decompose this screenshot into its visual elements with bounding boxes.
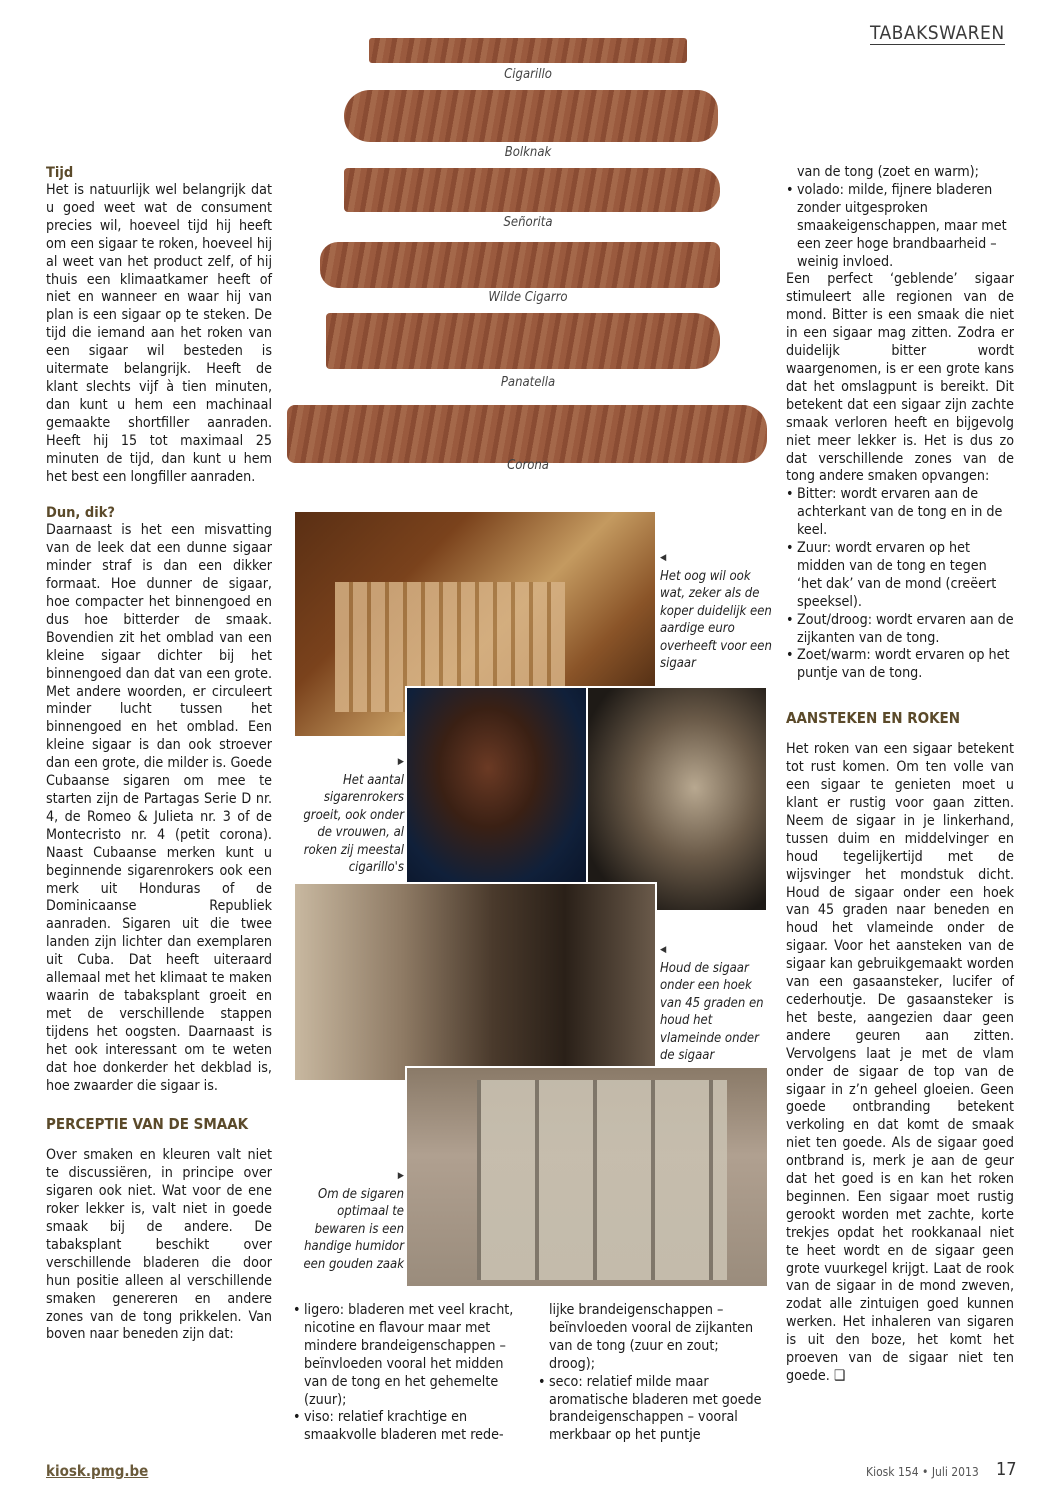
caption-4-text: Om de sigaren optimaal te bewaren is een handige humidor een gouden zaak <box>303 1186 404 1272</box>
list-item-ligero: • ligero: bladeren met veel kracht, nicotine en flavour maar met mindere brandeigenschappen – beïnvloeden vooral het midden van de tong en het gehemelte (zuur); <box>293 1302 523 1409</box>
bottom-column-2 <box>538 1302 763 1445</box>
heading-tijd: Tijd <box>46 165 74 181</box>
right-column <box>786 164 1014 1386</box>
cigar-label: Cigarillo <box>504 67 552 82</box>
cigar-wilde <box>320 242 720 288</box>
list-item-seco: • seco: relatief milde maar aromatische bladeren met goede brandeigenschappen – vooral merkbaar op het puntje <box>538 1374 763 1446</box>
caption-3-text: Houd de sigaar onder een hoek van 45 graden en houd het vlameinde onder de sigaar <box>660 960 764 1063</box>
paragraph-tijd: Het is natuurlijk wel belangrijk dat u goed weet wat de consument precies wil, hoeveel tijd hij heeft om een sigaar te roken, hoeveel hij al weet van het product zelf, of hij thuis een klimaatkamer heeft of niet en wanneer en waar hij van plan is een sigaar op te steken. De tijd die iemand aan het roken van een sigaar wil besteden is uitermate belangrijk. Heeft de klant slechts vijf à tien minuten, dan kunt u hem een machinaal gemaakte shortfiller aanraden. Heeft hij 15 tot maximaal 25 minuten de tijd, dan kunt u hem het best een longfiller aanraden. <box>46 182 272 485</box>
cigar-cigarillo <box>369 38 687 63</box>
photo-humidor <box>405 1066 769 1288</box>
list-item-zoet: • Zoet/warm: wordt ervaren op het puntje van de tong. <box>786 647 1014 683</box>
caption-2 <box>300 752 404 877</box>
caption-1-text: Het oog wil ook wat, zeker als de koper duidelijk een aardige euro overheeft voor een sigaar <box>660 568 772 671</box>
cigar-label: Panatella <box>500 375 556 390</box>
list-continuation: lijke brandeigenschappen – beïnvloeden vooral de zijkanten van de tong (zuur en zout; droog); <box>549 1302 754 1372</box>
cigar-label: Wilde Cigarro <box>488 290 568 305</box>
bottom-column-1 <box>293 1302 523 1445</box>
paragraph-aansteken <box>786 741 1014 1386</box>
heading-perceptie: PERCEPTIE VAN DE SMAAK <box>46 1115 249 1134</box>
heading-dun-dik: Dun, dik? <box>46 505 115 522</box>
list-item-zuur: • Zuur: wordt ervaren op het midden van de tong en tegen ‘het dak’ van de mond (creëert speeksel). <box>786 540 1014 612</box>
paragraph-dun-dik: Daarnaast is het een misvatting van de leek dat een dunne sigaar minder straf is dan een dikker formaat. Hoe dunner de sigaar, hoe compacter het binnengoed en dus hoe bitterder de smaak. Bovendien zit het omblad van een kleine sigaar dichter bij het binnengoed dan dat van een grote. Met andere woorden, er circuleert minder lucht tussen het binnengoed en het omblad. Een kleine sigaar is dan ook stroever dan een grote, die milder is. Goede Cubaanse sigaren om mee te starten zijn de Partagas Serie D nr. 4, de Romeo & Julieta nr. 3 of de Montecristo nr. 4 (petit corona). Naast Cubaanse merken kunt u beginnende sigarenrokers ook een merk uit Honduras of de Dominicaanse Republiek aanraden. Sigaren uit die twee landen zijn lichter dan exemplaren uit Cuba. Dat heeft uiteraard allemaal met het klimaat te maken waarin de tabaksplant groeit en met de verschillende stappen tijdens het oogsten. Daarnaast is het ook interessant om te weten dat hoe donkerder het dekblad is, hoe zwaarder die sigaar is. <box>46 522 272 1094</box>
caption-3 <box>660 940 772 1065</box>
list-item-zout: • Zout/droog: wordt ervaren aan de zijkanten van de tong. <box>786 612 1014 648</box>
cigar-corona <box>287 405 767 463</box>
cigar-panatella <box>326 313 720 369</box>
paragraph-aansteken-text: Het roken van een sigaar betekent tot rust komen. Om ten volle van een sigaar te genieten moet u klant er rustig voor gaan zitten. Neem de sigaar in je linkerhand, tussen duim en middelvinger en houd tegelijkertijd met de wijsvinger het mondstuk dicht. Houd de sigaar onder een hoek van 45 graden naar beneden en houd het vlameinde onder de sigaar. Voor het aansteken van de sigaar kan gebruikgemaakt worden van een gasaansteker, lucifer of cederhoutje. De gasaansteker is het beste, aangezien daar geen andere geuren aan zitten. Vervolgens laat je met de vlam onder de sigaar de top van de sigaar in z’n geheel gloeien. Geen goede ontbranding betekent verkoling en dat komt de smaak niet ten goede. Als de sigaar goed ontbrand is, merk je aan de geur dat het goed is en kan het roken beginnen. Een sigaar moet rustig gerookt worden met zachte, korte trekjes opdat het rookkanaal niet te heet wordt en de sigaar geen grote vuurkegel krijgt. Laat de rook van de sigaar in de mond zweven, zodat alle zintuigen goed kunnen werken. Het inhaleren van sigaren is uit den boze, het komt het proeven van de sigaar niet ten goede. <box>786 741 1014 1384</box>
cigar-label: Bolknak <box>504 145 552 160</box>
cigar-senorita <box>344 168 720 212</box>
section-title: TABAKSWAREN <box>870 22 1005 44</box>
caption-arrow-icon: ◀ <box>660 945 667 955</box>
heading-aansteken: AANSTEKEN EN ROKEN <box>786 709 961 728</box>
list-item-bitter: • Bitter: wordt ervaren aan de achterkant van de tong en in de keel. <box>786 486 1014 540</box>
caption-arrow-icon: ◀ <box>660 553 667 563</box>
caption-arrow-icon: ▶ <box>397 1171 404 1181</box>
cigar-bolknak <box>344 90 718 142</box>
page-number: 17 <box>996 1459 1017 1480</box>
photo-woman-smoking <box>405 686 589 890</box>
paragraph-blend: Een perfect ‘geblende’ sigaar stimuleert alle regionen van de mond. Bitter is een smaak die niet in een sigaar mag zitten. Zodra er duidelijk bitter wordt waargenomen, is er een grote kans dat het omslagpunt is bereikt. Dit betekent dat een sigaar zijn zachte smaak verloren heeft en bijgevolg niet meer lekker is. Het is dus zo dat verschillende zones van de tong andere smaken opvangen: <box>786 271 1014 485</box>
paragraph-perceptie: Over smaken en kleuren valt niet te discussiëren, in principe over sigaren ook niet. Wat voor de ene roker lekker is, valt niet in goede smaak bij de andere. De tabaksplant beschikt over verschillende bladeren die door hun positie alleen al verschillende smaken genereren en andere zones van de tong prikkelen. Van boven naar beneden zijn dat: <box>46 1147 272 1343</box>
footer-issue: Kiosk 154 • Juli 2013 <box>866 1465 979 1479</box>
cigar-label: Corona <box>507 458 549 473</box>
caption-4 <box>296 1166 404 1273</box>
caption-arrow-icon: ▶ <box>397 757 404 767</box>
left-column <box>46 164 272 1344</box>
caption-2-text: Het aantal sigarenrokers groeit, ook onder de vrouwen, al roken zij meestal cigarillo's <box>303 772 404 875</box>
cigar-label: Señorita <box>503 215 553 230</box>
list-item-volado: • volado: milde, fijnere bladeren zonder uitgesproken smaakeigenschappen, maar met een zeer hoge brandbaarheid – weinig invloed. <box>786 182 1014 272</box>
photo-man-smoking <box>586 686 768 912</box>
humidor-cabinet <box>477 1080 727 1280</box>
photo-men-lighting <box>293 882 657 1082</box>
caption-1 <box>660 548 774 673</box>
list-item-viso: • viso: relatief krachtige en smaakvolle bladeren met rede- <box>293 1409 523 1445</box>
footer-site-link[interactable]: kiosk.pmg.be <box>46 1462 149 1480</box>
list-continuation-right: van de tong (zoet en warm); <box>797 164 979 180</box>
end-mark-icon: ❑ <box>833 1368 846 1384</box>
